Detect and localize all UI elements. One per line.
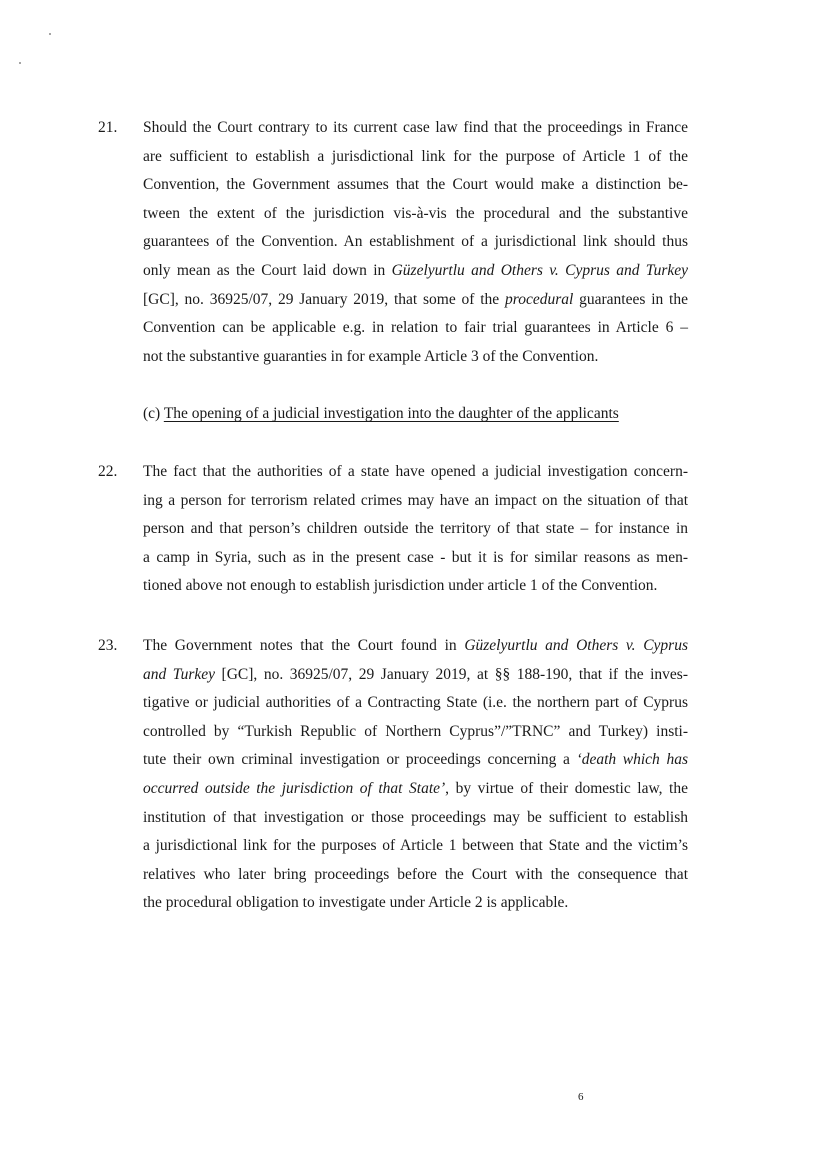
paragraph-line	[143, 804, 688, 833]
text-run: The Government notes that the Court found in	[143, 637, 465, 654]
page-number: 6	[578, 1091, 584, 1103]
text-run: tute their own criminal investigation or proceedings concerning a	[143, 751, 577, 769]
paragraph-line	[143, 200, 688, 229]
italic-text: ‘death which has	[576, 751, 689, 769]
italic-text: Güzelyurtlu and Others v. Cyprus	[464, 637, 688, 654]
scan-speck	[49, 33, 51, 35]
italic-text: Güzelyurtlu and Others v. Cyprus and Turkey	[391, 262, 688, 279]
text-run: person and that person’s children outside the territory of that state – for instance in	[143, 520, 688, 538]
text-run: Should the Court contrary to its current case law find that the proceedings in France	[143, 119, 688, 136]
paragraph-line	[143, 286, 688, 315]
text-run: relatives who later bring proceedings before the Court with the consequence that	[143, 865, 688, 883]
text-run: the procedural obligation to investigate under Article 2 is applicable.	[143, 894, 569, 912]
paragraph-line	[143, 661, 688, 690]
paragraph-line	[143, 746, 688, 775]
paragraph-line	[143, 458, 688, 487]
text-run: only mean as the Court laid down in	[143, 262, 392, 279]
text-run: institution of that investigation or those proceedings may be sufficient to establish	[143, 808, 688, 826]
text-run: Convention, the Government assumes that the Court would make a distinction be-	[143, 176, 688, 194]
paragraph-line	[143, 228, 688, 257]
paragraph-line	[143, 832, 688, 861]
paragraph-line	[143, 171, 688, 200]
paragraph-line	[143, 632, 688, 661]
text-run: guarantees of the Convention. An establishment of a jurisdictional link should thus	[143, 233, 688, 251]
paragraph-line	[143, 572, 688, 601]
text-run: tioned above not enough to establish jurisdiction under article 1 of the Convention.	[143, 577, 658, 595]
paragraph-line	[143, 114, 688, 143]
italic-text: occurred outside the jurisdiction of that State’	[143, 780, 446, 797]
text-run: Convention can be applicable e.g. in relation to fair trial guarantees in Article 6 –	[143, 319, 688, 337]
text-run: , by virtue of their domestic law, the	[445, 780, 688, 797]
paragraph-line	[143, 861, 688, 890]
italic-text: procedural	[505, 290, 574, 308]
paragraph-line	[143, 143, 688, 172]
text-run: guarantees in the	[573, 290, 688, 308]
text-run: not the substantive guaranties in for example Article 3 of the Convention.	[143, 347, 599, 365]
text-run: a camp in Syria, such as in the present case - but it is for similar reasons as men-	[143, 548, 688, 566]
italic-text: and Turkey	[143, 665, 215, 683]
text-run: ing a person for terrorism related crimes may have an impact on the situation of that	[143, 491, 688, 509]
paragraph-line	[143, 487, 688, 516]
text-run: tween the extent of the jurisdiction vis-à-vis the procedural and the substantive	[143, 204, 688, 222]
text-run: a jurisdictional link for the purposes of Article 1 between that State and the victim’s	[143, 837, 688, 855]
scan-speck	[19, 62, 21, 64]
section-heading	[143, 400, 619, 428]
text-run: [GC], no. 36925/07, 29 January 2019, at §§ 188-190, that if the inves-	[215, 665, 689, 683]
paragraph-line	[143, 515, 688, 544]
text-run: controlled by “Turkish Republic of Northern Cyprus”/”TRNC” and Turkey) insti-	[143, 722, 688, 740]
text-run: [GC], no. 36925/07, 29 January 2019, that some of the	[143, 290, 505, 308]
paragraph-line	[143, 718, 688, 747]
paragraph-line	[143, 775, 688, 804]
paragraph-line	[143, 343, 688, 372]
paragraph-line	[143, 889, 688, 918]
paragraph-number: 23.	[98, 637, 118, 654]
paragraph-line	[143, 314, 688, 343]
text-run: The fact that the authorities of a state have opened a judicial investigation concern-	[143, 463, 688, 480]
paragraph-line	[143, 544, 688, 573]
section-heading-title: The opening of a judicial investigation into the daughter of the applicants	[163, 405, 619, 422]
text-run: tigative or judicial authorities of a Contracting State (i.e. the northern part of Cyprus	[143, 694, 688, 712]
text-run: are sufficient to establish a jurisdictional link for the purpose of Article 1 of the	[143, 147, 688, 165]
paragraph-line	[143, 689, 688, 718]
section-heading-prefix: (c)	[143, 405, 164, 422]
paragraph-line	[143, 257, 688, 286]
paragraph-number: 22.	[98, 463, 118, 480]
paragraph-number: 21.	[98, 119, 118, 136]
